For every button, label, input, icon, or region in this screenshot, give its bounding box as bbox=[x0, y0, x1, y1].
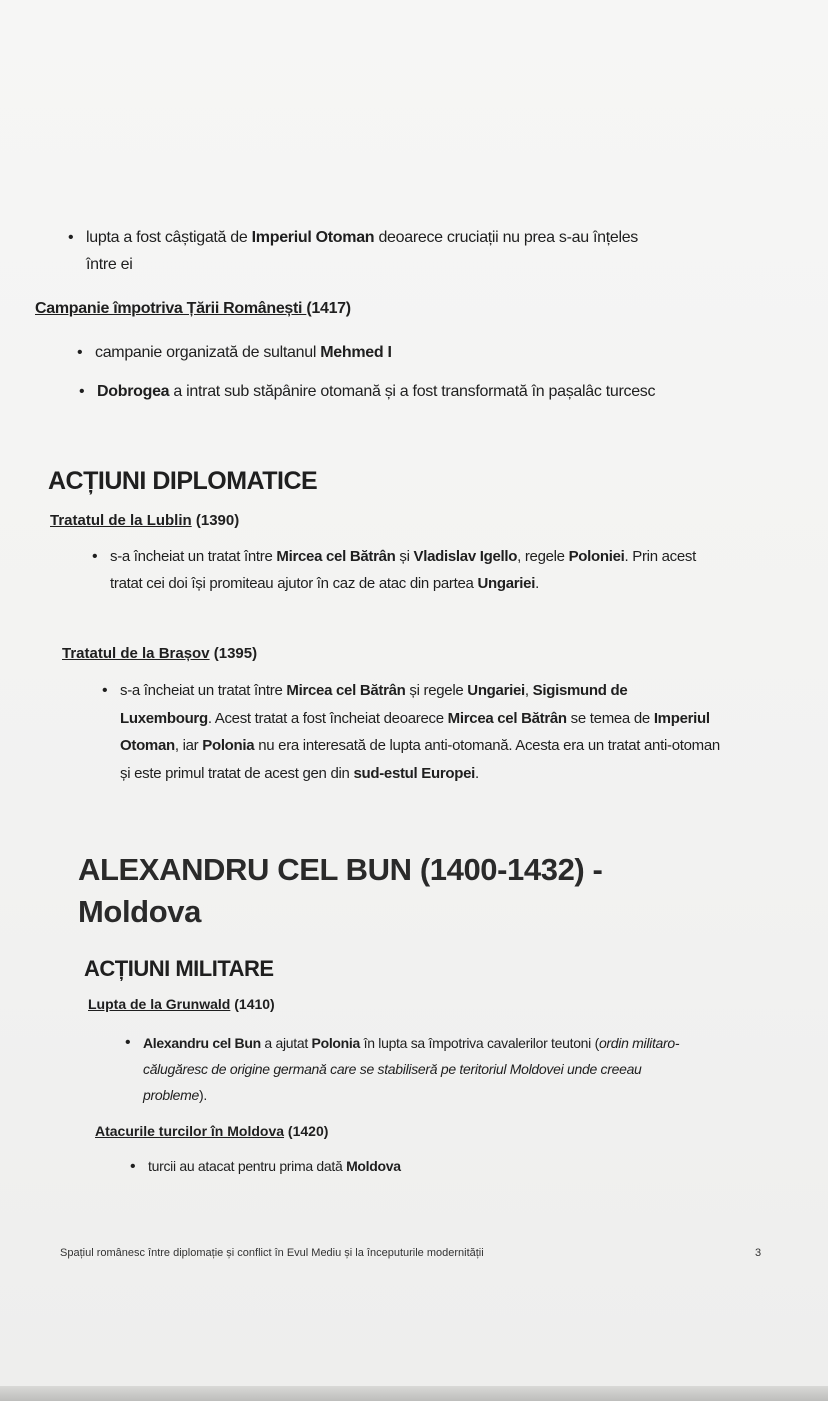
bullet-text bbox=[97, 383, 655, 400]
text: deoarece cruciații nu prea s-au înțeles între ei bbox=[86, 229, 639, 273]
bold-text: Polonia bbox=[202, 737, 255, 754]
bullet-lublin-treaty bbox=[92, 543, 700, 597]
bold-text: Poloniei bbox=[568, 548, 625, 565]
page-number: 3 bbox=[755, 1247, 762, 1259]
bullet-mehmed bbox=[77, 339, 675, 366]
bold-text: Polonia bbox=[311, 1035, 361, 1051]
page-footer: Spațiul românesc între diplomație și conflict în Evul Mediu și la începuturile modernității bbox=[60, 1247, 484, 1259]
bold-text: Vladislav Igello bbox=[413, 548, 518, 565]
text: , regele bbox=[517, 548, 569, 565]
text: se temea de bbox=[566, 709, 654, 727]
text: lupta a fost câștigată de bbox=[86, 229, 252, 246]
text: ). bbox=[198, 1087, 207, 1103]
bullet-atacuri bbox=[130, 1153, 648, 1180]
heading-actiuni-militare: ACȚIUNI MILITARE bbox=[84, 956, 274, 981]
text: s-a încheiat un tratat între bbox=[120, 682, 287, 699]
bullet-dobrogea bbox=[79, 374, 662, 410]
text: , bbox=[524, 682, 533, 699]
bold-text: Ungariei bbox=[477, 575, 536, 592]
text: turcii au atacat pentru prima dată bbox=[148, 1158, 347, 1174]
text: . bbox=[475, 764, 479, 782]
bullet-text bbox=[120, 682, 720, 782]
bullet-grunwald bbox=[125, 1030, 703, 1108]
section-heading-lublin: Tratatul de la Lublin (1390) bbox=[50, 512, 240, 529]
text: și bbox=[395, 548, 414, 565]
bullet-text bbox=[86, 229, 638, 273]
bold-text: Dobrogea bbox=[97, 383, 170, 400]
bullet-icon: • bbox=[130, 1158, 136, 1175]
text: campanie organizată de sultanul bbox=[95, 344, 321, 361]
text: în lupta sa împotriva cavalerilor teutoni ( bbox=[360, 1035, 599, 1051]
bullet-text bbox=[95, 344, 392, 361]
bold-text: Sigismund de Luxembourg bbox=[120, 682, 628, 727]
bullet-icon: • bbox=[77, 344, 83, 361]
bold-text: Mircea cel Bătrân bbox=[276, 548, 396, 565]
bullet-text bbox=[110, 548, 696, 592]
text: . Prin acest tratat cei doi își promiteau ajutor în caz de atac din partea bbox=[110, 548, 696, 592]
bold-text: sud-estul Europei bbox=[353, 764, 476, 782]
bullet-icon: • bbox=[92, 548, 98, 565]
heading-alexandru-cel-bun: ALEXANDRU CEL BUN (1400-1432) - Moldova bbox=[78, 852, 603, 929]
bold-text: Imperiul Otoman bbox=[251, 229, 375, 246]
section-heading-brasov: Tratatul de la Brașov (1395) bbox=[62, 645, 258, 662]
bullet-icon: • bbox=[68, 229, 74, 246]
bold-text: Moldova bbox=[346, 1158, 401, 1174]
bullet-text bbox=[148, 1158, 401, 1174]
text: s-a încheiat un tratat între bbox=[110, 548, 277, 565]
bullet-brasov-treaty bbox=[102, 677, 720, 787]
page-edge bbox=[0, 1386, 828, 1401]
text: a ajutat bbox=[260, 1035, 312, 1051]
bold-text: Mircea cel Bătrân bbox=[286, 682, 406, 699]
bold-text: Alexandru cel Bun bbox=[143, 1035, 261, 1051]
bold-text: Imperiul Otoman bbox=[120, 709, 710, 754]
section-heading-campanie: Campanie împotriva Țării Românești (1417) bbox=[35, 300, 351, 317]
text: și regele bbox=[405, 682, 468, 699]
bullet-crusade-outcome bbox=[68, 224, 666, 278]
bullet-icon: • bbox=[125, 1034, 131, 1051]
text: nu era interesată de lupta anti-otomană. Acesta era un tratat anti-otoman și este primul tratat de acest gen din bbox=[120, 737, 720, 782]
text: . bbox=[535, 575, 539, 592]
bullet-icon: • bbox=[79, 383, 85, 400]
bullet-icon: • bbox=[102, 682, 108, 699]
text: a intrat sub stăpânire otomană și a fost transformată în pașalâc turcesc bbox=[169, 383, 656, 400]
bullet-text bbox=[143, 1035, 679, 1103]
italic-text: ordin militaro-călugăresc de origine germană care se stabiliseră pe teritoriul Moldovei unde creeau probleme bbox=[143, 1035, 680, 1103]
section-heading-atacuri: Atacurile turcilor în Moldova (1420) bbox=[95, 1123, 329, 1139]
bold-text: Mehmed I bbox=[320, 344, 392, 361]
text: . Acest tratat a fost încheiat deoarece bbox=[207, 709, 448, 727]
bold-text: Ungariei bbox=[467, 682, 525, 699]
bold-text: Mircea cel Bătrân bbox=[447, 709, 567, 727]
section-heading-grunwald: Lupta de la Grunwald (1410) bbox=[88, 996, 275, 1012]
text: , iar bbox=[174, 737, 203, 754]
heading-actiuni-diplomatice: ACȚIUNI DIPLOMATICE bbox=[48, 467, 318, 495]
